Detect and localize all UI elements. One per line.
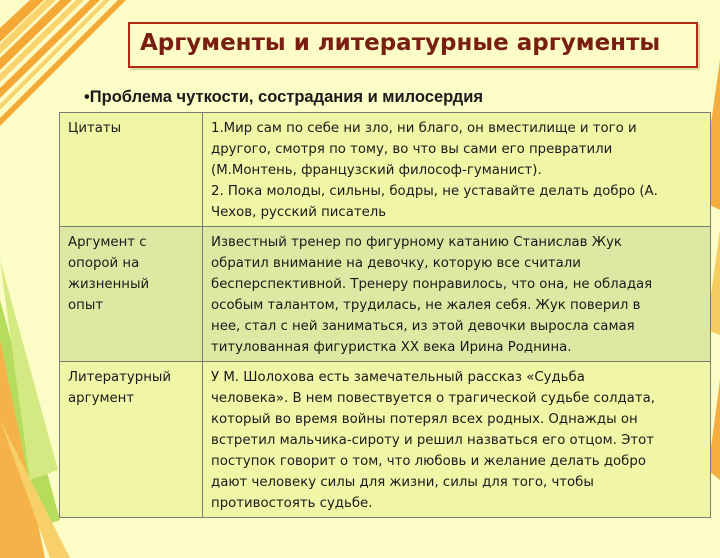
label-line: Аргумент с — [68, 235, 147, 250]
row-label-cell — [60, 227, 203, 362]
table-row — [60, 227, 711, 362]
arguments-table — [59, 112, 711, 518]
content-line: другого, смотря по тому, во что вы сами его превратили — [211, 142, 613, 157]
title-box — [128, 22, 698, 68]
table-row — [60, 113, 711, 227]
label-line: опорой на — [68, 256, 140, 271]
content-line: Чехов, русский писатель — [211, 205, 387, 220]
content-line: нее, стал с ней заниматься, из этой девочки выросла самая — [211, 319, 635, 334]
content-line: особым талантом, трудилась, не жалея себя. Жук поверил в — [211, 298, 641, 313]
row-content-cell — [203, 113, 711, 227]
content-line: бесперспективной. Тренеру понравилось, что она, не обладая — [211, 277, 653, 292]
row-label-cell — [60, 113, 203, 227]
label-line: Литературный — [68, 370, 172, 385]
content-line: противостоять судьбе. — [211, 496, 373, 511]
content-line: встретил мальчика-сироту и решил назваться его отцом. Этот — [211, 433, 655, 448]
content-line: (М.Монтень, французский философ-гуманист). — [211, 163, 542, 178]
content-line: поступок говорит о том, что любовь и желание делать добро — [211, 454, 646, 469]
content-line: человека». В нем повествуется о трагической судьбе солдата, — [211, 391, 655, 406]
label-line: аргумент — [68, 391, 135, 406]
page-title: Аргументы и литературные аргументы — [140, 30, 661, 56]
content-line: Известный тренер по фигурному катанию Станислав Жук — [211, 235, 622, 250]
content-line: 2. Пока молоды, сильны, бодры, не уставайте делать добро (А. — [211, 184, 658, 199]
content-line: титулованная фигуристка ХХ века Ирина Роднина. — [211, 340, 572, 355]
content-line: 1.Мир сам по себе ни зло, ни благо, он вместилище и того и — [211, 121, 637, 136]
table-row — [60, 362, 711, 518]
content-line: У М. Шолохова есть замечательный рассказ «Судьба — [211, 370, 585, 385]
label-line: опыт — [68, 298, 104, 313]
content-line: дают человеку силы для жизни, силы для того, чтобы — [211, 475, 594, 490]
row-label-cell — [60, 362, 203, 518]
content-line: который во время войны потерял всех родных. Однажды он — [211, 412, 638, 427]
label-line: Цитаты — [68, 121, 122, 136]
row-content-cell — [203, 362, 711, 518]
subtitle: •Проблема чуткости, сострадания и милосердия — [84, 88, 484, 106]
label-line: жизненный — [68, 277, 150, 292]
content-line: обратил внимание на девочку, которую все считали — [211, 256, 581, 271]
row-content-cell — [203, 227, 711, 362]
